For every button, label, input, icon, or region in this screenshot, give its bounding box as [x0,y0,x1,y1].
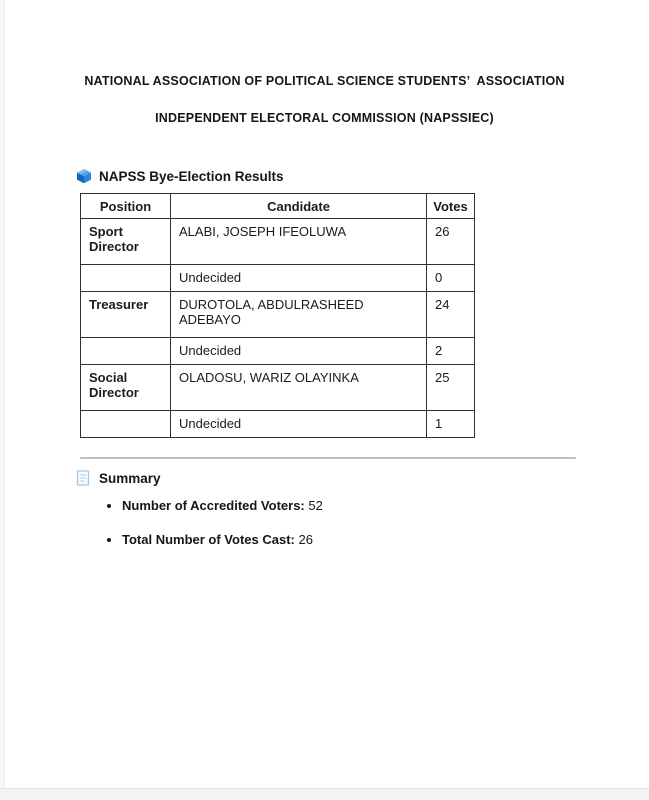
votes-cell: 26 [427,219,475,265]
summary-item-value: 52 [308,498,323,513]
summary-section-heading [76,470,161,486]
position-cell: Social Director [81,365,171,411]
candidate-cell: Undecided [171,265,427,292]
votes-cell: 25 [427,365,475,411]
table-row [81,265,475,292]
summary-item-value: 26 [298,532,313,547]
table-row [81,411,475,438]
results-section-heading [76,168,284,184]
votes-cell: 2 [427,338,475,365]
candidate-cell: DUROTOLA, ABDULRASHEED ADEBAYO [171,292,427,338]
column-header-position: Position [81,194,171,219]
candidate-cell: OLADOSU, WARIZ OLAYINKA [171,365,427,411]
summary-item-accredited-voters [122,498,323,513]
votes-cell: 24 [427,292,475,338]
position-cell: Sport Director [81,219,171,265]
summary-heading-label: Summary [99,470,161,486]
column-header-candidate: Candidate [171,194,427,219]
page-bottom-edge [0,788,649,800]
table-header-row [81,194,475,219]
position-cell [81,338,171,365]
column-header-votes: Votes [427,194,475,219]
table-row [81,292,475,338]
position-cell [81,265,171,292]
summary-item-votes-cast [122,532,323,547]
blue-cube-icon [76,168,92,184]
position-cell: Treasurer [81,292,171,338]
votes-cell: 1 [427,411,475,438]
results-heading-label: NAPSS Bye-Election Results [99,168,284,184]
candidate-cell: ALABI, JOSEPH IFEOLUWA [171,219,427,265]
section-divider [80,457,576,459]
summary-item-label: Number of Accredited Voters: [122,498,305,513]
results-table [80,193,475,438]
table-row [81,338,475,365]
candidate-cell: Undecided [171,411,427,438]
candidate-cell: Undecided [171,338,427,365]
memo-icon [76,470,92,486]
votes-cell: 0 [427,265,475,292]
document-title-line-1: NATIONAL ASSOCIATION OF POLITICAL SCIENCE STUDENTS’ ASSOCIATION [84,74,565,88]
summary-list [104,498,323,566]
table-row [81,365,475,411]
document-title-line-2: INDEPENDENT ELECTORAL COMMISSION (NAPSSIEC) [155,111,494,125]
table-row [81,219,475,265]
position-cell [81,411,171,438]
summary-item-label: Total Number of Votes Cast: [122,532,295,547]
